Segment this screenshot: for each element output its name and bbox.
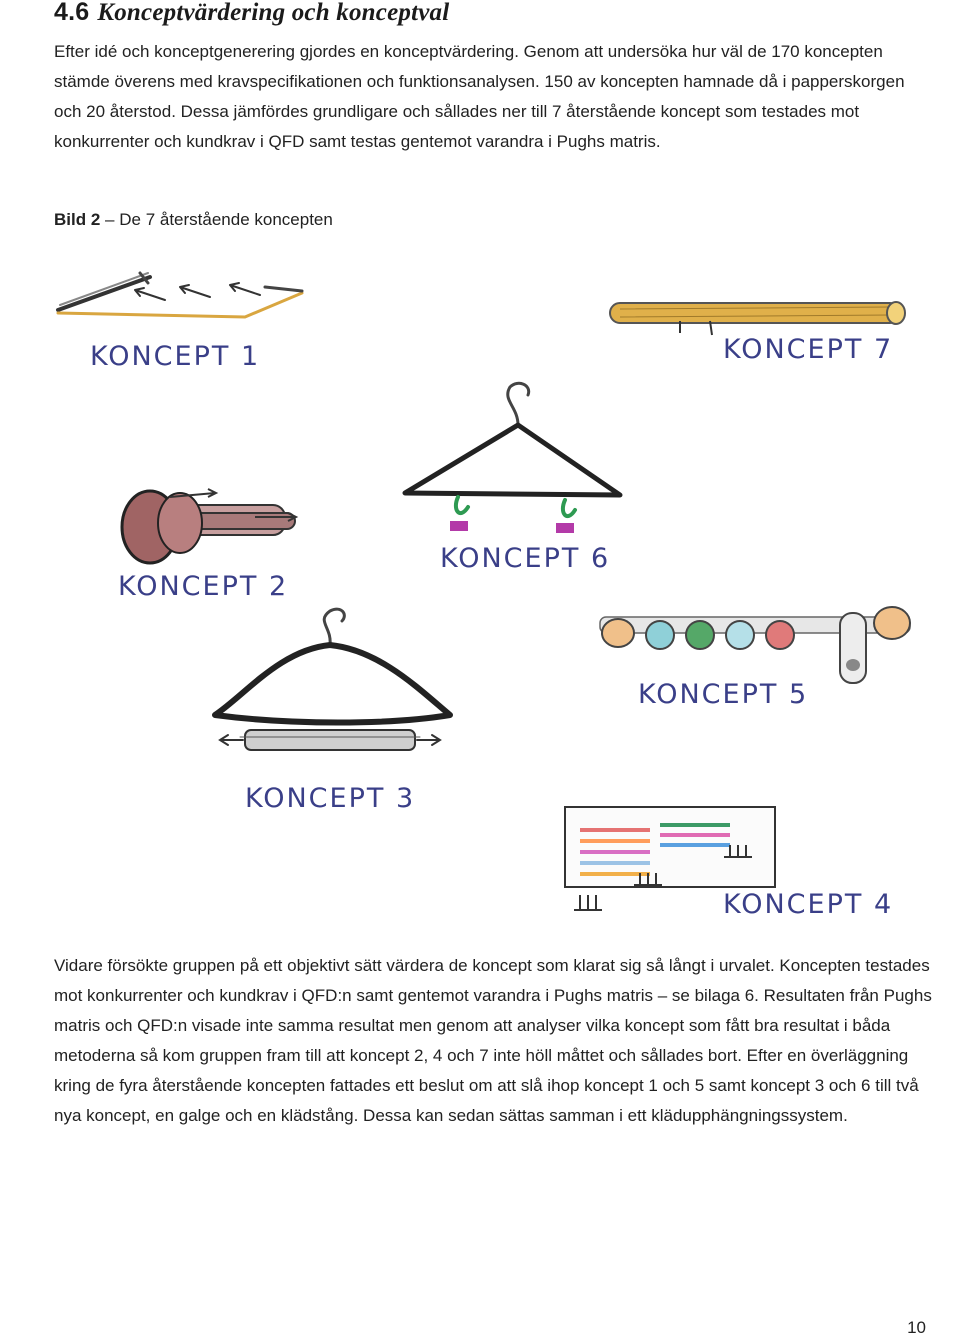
intro-paragraph: Efter idé och konceptgenerering gjordes en konceptvärdering. Genom att undersöka hur väl de 170 koncepten stämde överens med kravspecifikationen och funktionsanalysen. 150 av koncepten hamnade då i papperskorgen och 20 återstod. Dessa jämfördes grundligare och sållades ner till 7 återstående koncept som testades mot konkurrenter och kundkrav i QFD samt testas gentemot varandra i Pughs matris. bbox=[54, 42, 905, 151]
section-heading bbox=[54, 0, 449, 27]
evaluation-paragraph: Vidare försökte gruppen på ett objektivt sätt värdera de koncept som klarat sig så långt i urvalet. Koncepten testades mot konkurrenter och kundkrav i QFD:n samt gentemot varandra i Pughs matris – se bilaga 6. Resultaten från Pughs matris och QFD:n visade inte samma resultat men genom att analyser vilka koncept som fått bra resultat i båda metoderna så kom gruppen fram till att koncept 2, 4 och 7 inte höll måttet och sållades bort. Efter en överläggning kring de fyra återstående koncepten fattades ett beslut om att slå ihop koncept 1 och 5 samt koncept 3 och 6 till två nya koncept, en galge och en klädstång. Dessa kan sedan sättas samman i ett klädupphängningssystem. bbox=[54, 956, 932, 1125]
caption-label: Bild 2 bbox=[54, 210, 101, 229]
label-concept-5: KONCEPT 5 bbox=[638, 679, 809, 710]
label-concept-2: KONCEPT 2 bbox=[118, 571, 289, 602]
concept-5-sketch bbox=[600, 607, 910, 683]
concept-2-sketch bbox=[122, 489, 296, 563]
figure-caption bbox=[54, 205, 333, 235]
label-concept-3: KONCEPT 3 bbox=[245, 783, 416, 814]
concept-6-sketch bbox=[405, 383, 620, 533]
concept-sketches-figure bbox=[40, 255, 940, 935]
concept-7-sketch bbox=[610, 302, 905, 335]
concept-1-sketch bbox=[58, 273, 302, 317]
page-number: 10 bbox=[907, 1318, 926, 1337]
label-concept-1: KONCEPT 1 bbox=[90, 341, 261, 372]
caption-dash: – bbox=[105, 210, 115, 229]
label-concept-7: KONCEPT 7 bbox=[723, 334, 894, 365]
label-concept-4: KONCEPT 4 bbox=[723, 889, 894, 920]
concept-sketches bbox=[40, 255, 940, 935]
caption-text: De 7 återstående koncepten bbox=[119, 210, 333, 229]
label-concept-6: KONCEPT 6 bbox=[440, 543, 611, 574]
section-number: 4.6 bbox=[54, 0, 90, 26]
concept-3-sketch bbox=[215, 609, 450, 750]
section-title: Konceptvärdering och konceptval bbox=[97, 0, 450, 26]
